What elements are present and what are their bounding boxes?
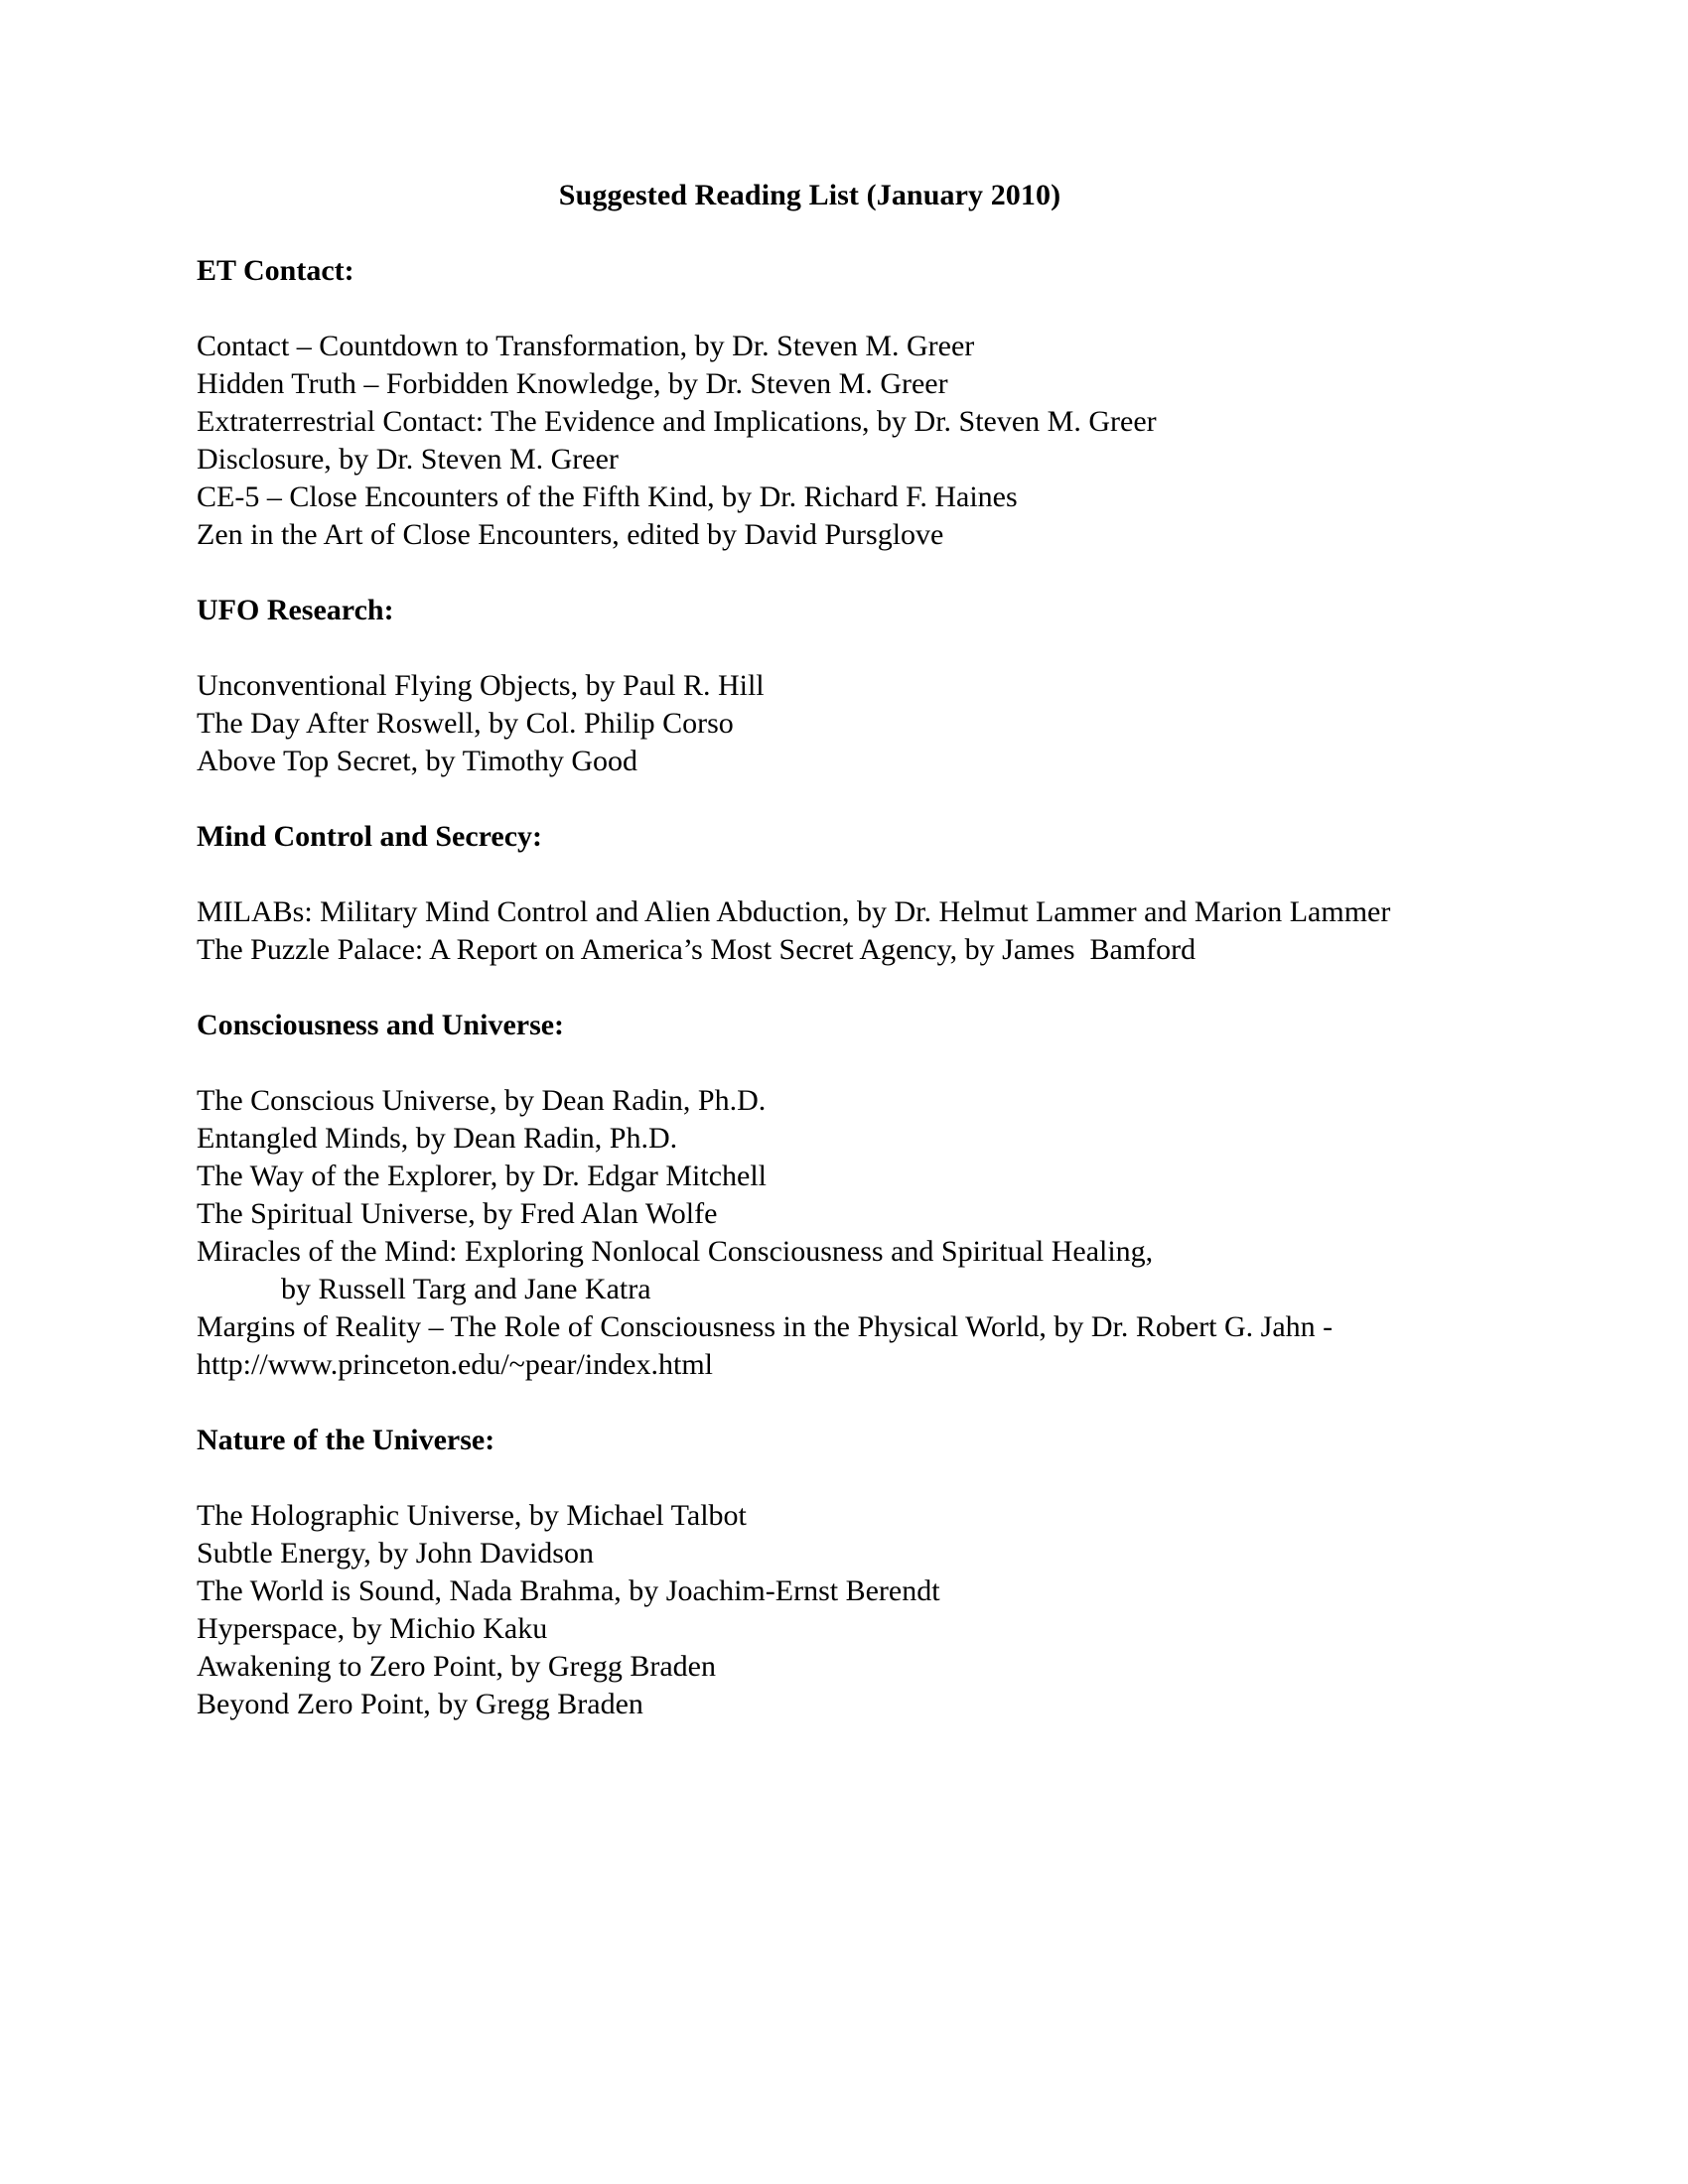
book-entry: Hyperspace, by Michio Kaku	[197, 1612, 548, 1645]
reading-section	[197, 1422, 1477, 1723]
book-entry: Hidden Truth – Forbidden Knowledge, by Dr. Steven M. Greer	[197, 367, 948, 400]
section-spacer	[197, 969, 1477, 1007]
book-entry: Subtle Energy, by John Davidson	[197, 1537, 594, 1570]
book-entry: Disclosure, by Dr. Steven M. Greer	[197, 443, 619, 476]
reading-section	[197, 252, 1477, 592]
book-entry: by Russell Targ and Jane Katra	[281, 1273, 651, 1305]
reading-section	[197, 592, 1477, 818]
book-entry: MILABs: Military Mind Control and Alien Abduction, by Dr. Helmut Lammer and Marion Lammer	[197, 895, 1391, 928]
book-entry-list	[197, 1082, 1477, 1384]
section-heading: Consciousness and Universe:	[197, 1009, 565, 1041]
document-body	[197, 177, 1477, 1723]
book-entry: Miracles of the Mind: Exploring Nonlocal Consciousness and Spiritual Healing,	[197, 1235, 1154, 1268]
section-spacer	[197, 554, 1477, 592]
book-entry: Contact – Countdown to Transformation, by Dr. Steven M. Greer	[197, 330, 975, 362]
book-entry: Extraterrestrial Contact: The Evidence and Implications, by Dr. Steven M. Greer	[197, 405, 1157, 438]
reading-section	[197, 818, 1477, 1007]
section-spacer	[197, 780, 1477, 818]
heading-spacer	[197, 856, 1477, 893]
section-spacer	[197, 1384, 1477, 1422]
heading-spacer	[197, 1459, 1477, 1497]
book-entry: The Conscious Universe, by Dean Radin, Ph.D.	[197, 1084, 767, 1117]
section-heading: Nature of the Universe:	[197, 1424, 495, 1456]
book-entry-list	[197, 893, 1477, 969]
book-entry: Beyond Zero Point, by Gregg Braden	[197, 1688, 643, 1720]
heading-spacer	[197, 1044, 1477, 1082]
section-heading: ET Contact:	[197, 254, 354, 287]
book-entry: Unconventional Flying Objects, by Paul R. Hill	[197, 669, 765, 702]
book-entry-list	[197, 667, 1477, 780]
book-entry: Margins of Reality – The Role of Consciousness in the Physical World, by Dr. Robert G. Jahn - http://www.princeton.edu/~pear/index.html	[197, 1310, 1340, 1381]
book-entry: The Holographic Universe, by Michael Talbot	[197, 1499, 747, 1532]
book-entry: Entangled Minds, by Dean Radin, Ph.D.	[197, 1122, 678, 1155]
book-entry: The Puzzle Palace: A Report on America’s Most Secret Agency, by James Bamford	[197, 933, 1196, 966]
book-entry: The World is Sound, Nada Brahma, by Joachim-Ernst Berendt	[197, 1574, 940, 1607]
book-entry: Above Top Secret, by Timothy Good	[197, 745, 638, 777]
heading-spacer	[197, 290, 1477, 328]
reading-section	[197, 1007, 1477, 1422]
book-entry-list	[197, 1497, 1477, 1723]
title-spacer	[197, 214, 1477, 252]
book-entry: Zen in the Art of Close Encounters, edited by David Pursglove	[197, 518, 944, 551]
section-heading: UFO Research:	[197, 594, 394, 626]
book-entry: Awakening to Zero Point, by Gregg Braden	[197, 1650, 716, 1683]
book-entry: The Day After Roswell, by Col. Philip Corso	[197, 707, 734, 740]
page-title: Suggested Reading List (January 2010)	[558, 179, 1061, 211]
sections-container	[197, 252, 1477, 1723]
book-entry: The Way of the Explorer, by Dr. Edgar Mitchell	[197, 1160, 767, 1192]
section-heading: Mind Control and Secrecy:	[197, 820, 543, 853]
book-entry-list	[197, 328, 1477, 554]
book-entry: CE-5 – Close Encounters of the Fifth Kind, by Dr. Richard F. Haines	[197, 480, 1018, 513]
heading-spacer	[197, 629, 1477, 667]
book-entry: The Spiritual Universe, by Fred Alan Wolfe	[197, 1197, 718, 1230]
